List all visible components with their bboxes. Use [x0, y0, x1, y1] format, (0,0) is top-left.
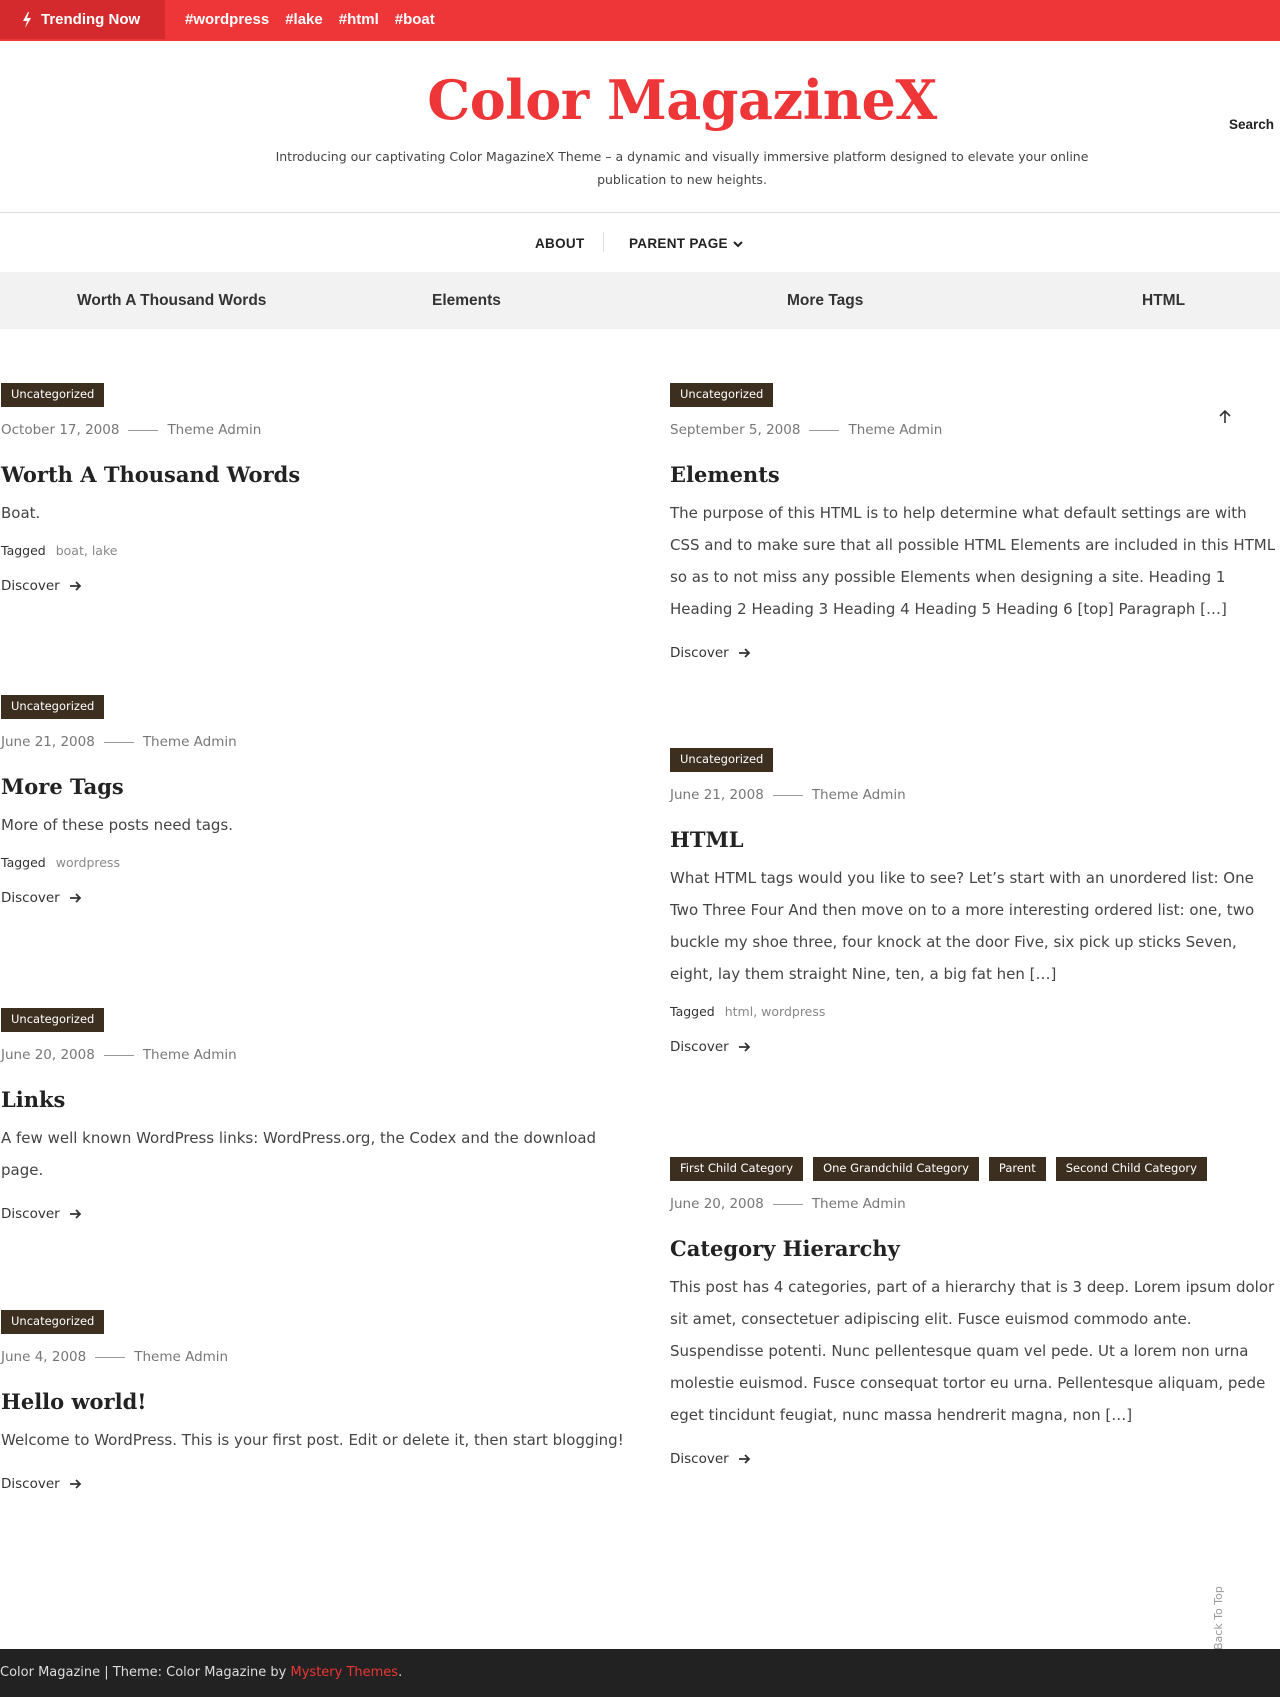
category-badge[interactable]: Uncategorized: [1, 1310, 104, 1334]
post-excerpt: The purpose of this HTML is to help determine what default settings are with CSS and to make sure that all possible HTML Elements are included in this HTML so as to not miss any possible Elements when designing a site. Heading 1 Heading 2 Heading 3 Heading 4 Heading 5 Heading 6 [top] Paragraph […]: [670, 504, 1276, 618]
nav-item-about[interactable]: ABOUT: [535, 236, 585, 251]
ticker-item[interactable]: HTML: [1142, 292, 1186, 309]
search-button[interactable]: Search: [1229, 117, 1275, 132]
post-card: [1, 1008, 631, 1222]
footer-text: Color Magazine | Theme: Color Magazine by: [0, 1665, 291, 1680]
post-author[interactable]: Theme Admin: [811, 787, 906, 803]
category-badge[interactable]: Parent: [989, 1157, 1046, 1181]
post-author[interactable]: Theme Admin: [167, 422, 262, 438]
arrow-right-icon: [739, 1454, 751, 1464]
post-title[interactable]: HTML: [670, 827, 744, 852]
post-title[interactable]: Category Hierarchy: [670, 1236, 900, 1261]
category-badge[interactable]: Uncategorized: [1, 1008, 104, 1032]
discover-label: Discover: [670, 645, 729, 661]
trending-tag-lake[interactable]: #lake: [285, 11, 323, 28]
trending-tags: [185, 0, 451, 39]
post-excerpt: Boat.: [1, 504, 41, 522]
trending-tag-wordpress[interactable]: #wordpress: [185, 11, 270, 28]
post-excerpt: More of these posts need tags.: [1, 816, 234, 834]
post-date[interactable]: June 21, 2008: [670, 787, 764, 803]
ticker-item[interactable]: Worth A Thousand Words: [77, 292, 267, 309]
post-tags: Tagged html, wordpress: [670, 1004, 826, 1019]
category-badge[interactable]: Uncategorized: [1, 695, 104, 719]
trending-label: [0, 0, 165, 39]
post-author[interactable]: Theme Admin: [134, 1349, 229, 1365]
post-author[interactable]: Theme Admin: [848, 422, 943, 438]
meta-divider: [104, 742, 134, 743]
post-meta: [1, 733, 631, 751]
discover-link[interactable]: [670, 645, 1280, 661]
meta-divider: [773, 795, 803, 796]
meta-divider: [773, 1204, 803, 1205]
arrow-right-icon: [739, 1042, 751, 1052]
post-title[interactable]: Elements: [670, 462, 780, 487]
footer-credits: [0, 1665, 402, 1680]
post-tags: Tagged boat, lake: [1, 543, 118, 558]
arrow-right-icon: [70, 1209, 82, 1219]
post-meta: [670, 1195, 1280, 1213]
post-title[interactable]: Links: [1, 1087, 66, 1112]
arrow-right-icon: [70, 581, 82, 591]
category-badge[interactable]: Second Child Category: [1056, 1157, 1207, 1181]
category-badge[interactable]: Uncategorized: [670, 383, 773, 407]
post-date[interactable]: October 17, 2008: [1, 422, 120, 438]
post-date[interactable]: September 5, 2008: [670, 422, 801, 438]
tag-link[interactable]: lake: [91, 543, 118, 558]
discover-link[interactable]: [1, 1476, 631, 1492]
post-title[interactable]: More Tags: [1, 774, 124, 799]
post-date[interactable]: June 21, 2008: [1, 734, 95, 750]
post-meta: [1, 1046, 631, 1064]
arrow-up-icon[interactable]: [1218, 410, 1232, 424]
site-footer: [0, 1649, 1280, 1697]
post-author[interactable]: Theme Admin: [142, 1047, 237, 1063]
meta-divider: [809, 430, 839, 431]
arrow-right-icon: [70, 893, 82, 903]
post-title[interactable]: Worth A Thousand Words: [1, 462, 301, 487]
post-meta: [670, 421, 1280, 439]
trending-bar: [0, 0, 1280, 41]
ticker-item[interactable]: More Tags: [787, 292, 864, 309]
post-card: [670, 383, 1280, 661]
header-divider: [0, 212, 1280, 213]
post-tags: [1, 855, 631, 870]
post-card: [1, 1310, 631, 1492]
main-navigation: [0, 232, 1280, 254]
lightning-bolt-icon: [22, 12, 32, 28]
category-badge[interactable]: First Child Category: [670, 1157, 803, 1181]
nav-item-parent-page-label: PARENT PAGE: [629, 236, 728, 251]
post-excerpt: Welcome to WordPress. This is your first post. Edit or delete it, then start blogging!: [1, 1431, 624, 1449]
discover-label: Discover: [1, 1476, 60, 1492]
post-excerpt: A few well known WordPress links: WordPress.org, the Codex and the download page.: [1, 1129, 597, 1179]
trending-label-text: Trending Now: [41, 11, 141, 28]
meta-divider: [128, 430, 158, 431]
site-title[interactable]: Color MagazineX: [427, 68, 937, 132]
site-description: Introducing our captivating Color MagazineX Theme – a dynamic and visually immersive platform designed to elevate your online publication to new heights.: [275, 149, 1089, 187]
post-excerpt: This post has 4 categories, part of a hierarchy that is 3 deep. Lorem ipsum dolor sit amet, consectetuer adipiscing elit. Fusce euismod commodo ante. Suspendisse potenti. Nunc pellentesque quam vel pede. Ut a lorem non urna molestie euismod. Fusce consequat tortor eu urna. Pellentesque aliquam, pede eget tincidunt feugiat, nunc massa hendrerit magna, non […]: [670, 1278, 1275, 1424]
post-meta: [1, 1348, 631, 1366]
discover-label: Discover: [1, 890, 60, 906]
post-ticker: [0, 272, 1280, 329]
arrow-right-icon: [70, 1479, 82, 1489]
back-to-top-button[interactable]: Back To Top: [1212, 1586, 1225, 1650]
post-excerpt: What HTML tags would you like to see? Let’s start with an unordered list: One Two Three Four And then move on to a more interesting ordered list: one, two buckle my shoe three, four knock at the door Five, six pick up sticks Seven, eight, lay them straight Nine, ten, a big fat hen […]: [670, 869, 1255, 983]
post-title[interactable]: Hello world!: [1, 1389, 147, 1414]
nav-separator: [603, 232, 604, 252]
meta-divider: [104, 1055, 134, 1056]
ticker-item[interactable]: Elements: [432, 292, 501, 309]
nav-item-parent-page[interactable]: [629, 236, 743, 251]
tagged-label: Tagged: [670, 1004, 715, 1019]
post-author[interactable]: Theme Admin: [142, 734, 237, 750]
meta-divider: [95, 1357, 125, 1358]
category-badge[interactable]: Uncategorized: [1, 383, 104, 407]
discover-label: Discover: [670, 1451, 729, 1467]
post-date[interactable]: June 20, 2008: [1, 1047, 95, 1063]
tag-link[interactable]: wordpress: [55, 855, 120, 870]
discover-label: Discover: [1, 578, 60, 594]
category-badge[interactable]: Uncategorized: [670, 748, 773, 772]
discover-link[interactable]: [1, 1206, 631, 1222]
category-badge[interactable]: One Grandchild Category: [813, 1157, 979, 1181]
post-card: [1, 695, 631, 906]
trending-tag-boat[interactable]: #boat: [394, 11, 435, 28]
post-card: [1, 383, 631, 594]
footer-suffix: .: [398, 1665, 403, 1680]
post-date[interactable]: June 20, 2008: [670, 1196, 764, 1212]
discover-link[interactable]: [1, 578, 631, 594]
discover-link[interactable]: [670, 1451, 1280, 1467]
discover-label: Discover: [1, 1206, 60, 1222]
post-meta: [670, 786, 1280, 804]
tag-link[interactable]: html: [724, 1004, 754, 1019]
discover-link[interactable]: [1, 890, 631, 906]
post-card: [670, 748, 1280, 1055]
chevron-down-icon: [733, 240, 743, 248]
post-meta: [1, 421, 631, 439]
post-date[interactable]: June 4, 2008: [1, 1349, 87, 1365]
post-author[interactable]: Theme Admin: [811, 1196, 906, 1212]
tag-link[interactable]: wordpress: [761, 1004, 826, 1019]
discover-link[interactable]: [670, 1039, 1280, 1055]
tagged-label: Tagged: [1, 543, 46, 558]
discover-label: Discover: [670, 1039, 729, 1055]
arrow-right-icon: [739, 648, 751, 658]
post-card: [670, 1157, 1280, 1467]
tagged-label: Tagged: [1, 855, 46, 870]
tag-link[interactable]: boat: [55, 543, 84, 558]
trending-tag-html[interactable]: #html: [338, 11, 379, 28]
footer-theme-link[interactable]: Mystery Themes: [290, 1665, 399, 1680]
